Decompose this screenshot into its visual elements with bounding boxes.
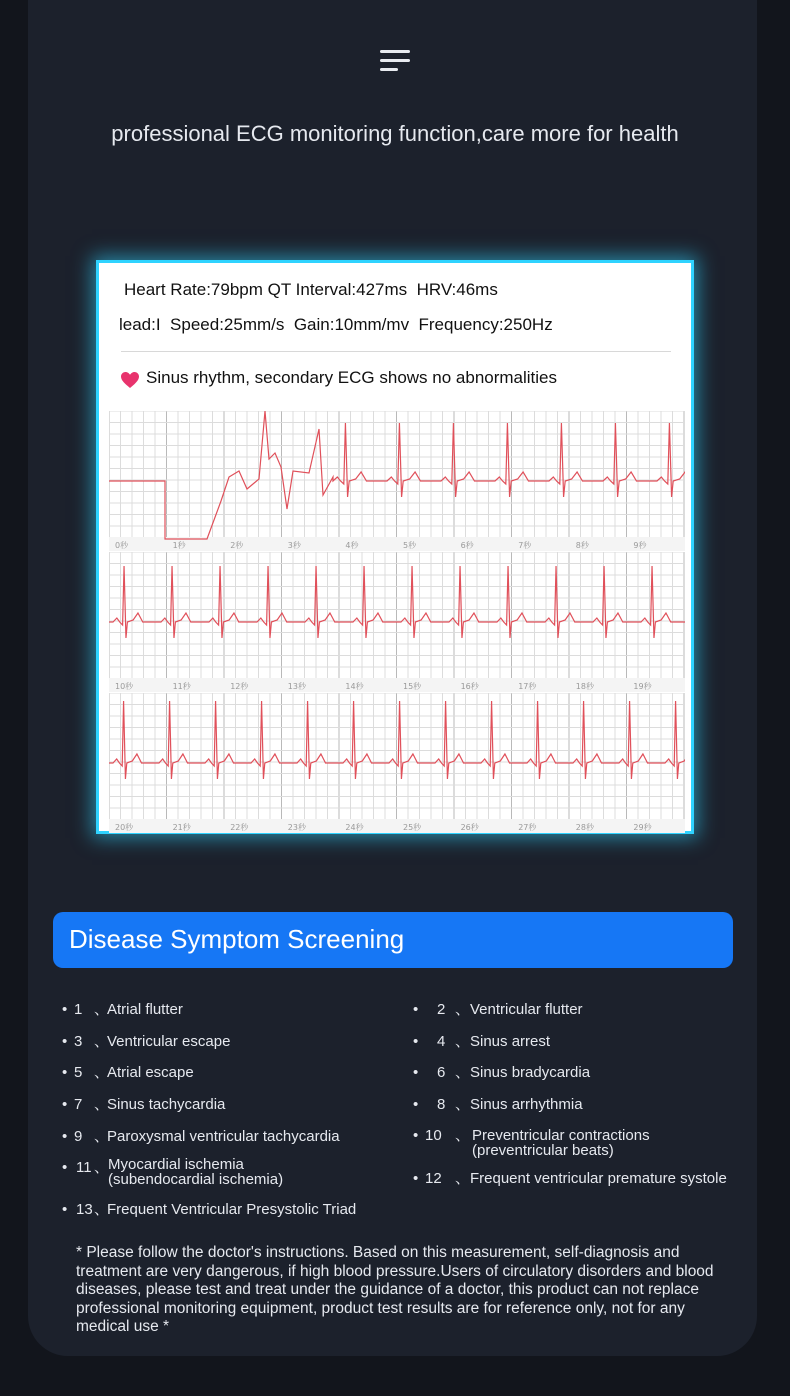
tick-label: 9秒: [633, 541, 647, 550]
tick-label: 14秒: [345, 682, 364, 691]
tick-label: 3秒: [287, 541, 301, 550]
ecg-strip-3: [109, 693, 685, 833]
tick-label: 25秒: [403, 823, 422, 832]
ecg-strip-2: [109, 552, 685, 692]
disclaimer-text: * Please follow the doctor's instructions. Based on this measurement, self-diagnosis and treatment are very dangerous, if high blood pressure.Users of circulatory disorders and blood diseases, please test and treat under the guidance of a doctor, this product can not replace professional monitoring equipment, product test results are for reference only, not for any medical use *: [76, 1244, 714, 1335]
heart-icon: [120, 371, 140, 389]
ecg-measurements: Heart Rate:79bpm QT Interval:427ms HRV:46ms: [124, 280, 498, 299]
tick-label: 23秒: [287, 823, 306, 832]
screening-title: Disease Symptom Screening: [69, 924, 405, 954]
tick-label: 0秒: [115, 541, 129, 550]
screening-banner: [53, 912, 733, 968]
ecg-settings: lead:I Speed:25mm/s Gain:10mm/mv Frequency:250Hz: [119, 315, 553, 334]
tick-label: 2秒: [230, 541, 244, 550]
tick-label: 12秒: [230, 682, 249, 691]
tick-label: 28秒: [575, 823, 594, 832]
divider: [121, 351, 671, 352]
tick-label: 10秒: [115, 682, 134, 691]
tick-label: 27秒: [518, 823, 537, 832]
tick-label: 15秒: [403, 682, 422, 691]
tick-label: 7秒: [518, 541, 532, 550]
tick-label: 5秒: [403, 541, 417, 550]
tick-label: 19秒: [633, 682, 652, 691]
tick-label: 20秒: [115, 823, 134, 832]
tick-label: 13秒: [287, 682, 306, 691]
tick-label: 8秒: [575, 541, 589, 550]
ecg-result-text: Sinus rhythm, secondary ECG shows no abnormalities: [146, 368, 558, 387]
ecg-report-card: [96, 260, 694, 834]
tick-label: 6秒: [460, 541, 474, 550]
tick-label: 16秒: [460, 682, 479, 691]
tick-label: 22秒: [230, 823, 249, 832]
tick-label: 4秒: [345, 541, 359, 550]
tick-label: 29秒: [633, 823, 652, 832]
tick-label: 17秒: [518, 682, 537, 691]
page-headline: professional ECG monitoring function,care more for health: [111, 121, 679, 146]
menu-icon[interactable]: [380, 50, 412, 76]
tick-label: 1秒: [172, 541, 186, 550]
tick-label: 26秒: [460, 823, 479, 832]
tick-label: 21秒: [172, 823, 191, 832]
tick-label: 24秒: [345, 823, 364, 832]
ecg-strip-1: [109, 411, 685, 551]
tick-label: 18秒: [575, 682, 594, 691]
tick-label: 11秒: [172, 682, 191, 691]
